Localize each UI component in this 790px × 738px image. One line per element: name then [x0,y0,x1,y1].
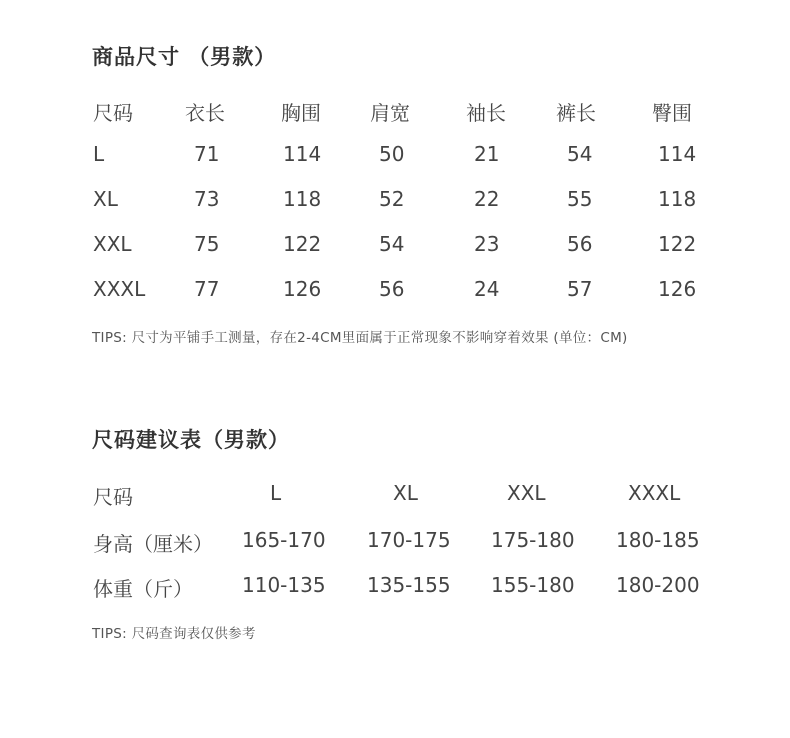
size-chart-header-pants: 裤长 [556,101,596,125]
table-cell: 52 [379,187,405,211]
table-cell: 170-175 [367,528,451,552]
table-cell: 110-135 [242,573,326,597]
table-cell: 155-180 [491,573,575,597]
table-cell: 175-180 [491,528,575,552]
table-cell: 22 [474,187,500,211]
table-cell: 73 [194,187,220,211]
table-cell: XXXL [93,277,146,301]
table-cell: 122 [283,232,322,256]
table-cell: 118 [283,187,322,211]
table-cell: 180-200 [616,573,700,597]
table-cell: 71 [194,142,220,166]
table-cell: 77 [194,277,220,301]
recommend-chart-tips: TIPS: 尺码查询表仅供参考 [92,626,256,642]
table-cell: 55 [567,187,593,211]
table-cell: 126 [283,277,322,301]
table-cell: XXL [93,232,132,256]
recommend-label-weight: 体重（斤） [93,577,193,601]
table-cell: 54 [379,232,405,256]
recommend-header-xxl: XXL [507,481,546,505]
table-cell: 126 [658,277,697,301]
size-chart-tips: TIPS: 尺寸为平铺手工测量，存在2-4CM里面属于正常现象不影响穿着效果 (单位：CM) [92,330,628,346]
table-cell: 135-155 [367,573,451,597]
recommend-header-xl: XL [393,481,418,505]
recommend-header-xxxl: XXXL [628,481,681,505]
table-cell: 114 [283,142,322,166]
size-chart-header-length: 衣长 [185,101,225,125]
table-cell: 54 [567,142,593,166]
table-cell: 75 [194,232,220,256]
table-cell: 114 [658,142,697,166]
size-chart-header-chest: 胸围 [281,101,321,125]
table-cell: 21 [474,142,500,166]
table-cell: 180-185 [616,528,700,552]
table-cell: 23 [474,232,500,256]
table-cell: XL [93,187,118,211]
recommend-label-height: 身高（厘米） [93,532,213,556]
table-cell: 57 [567,277,593,301]
table-cell: 56 [567,232,593,256]
size-chart-header-hip: 臀围 [652,101,692,125]
recommend-header-l: L [270,481,282,505]
table-cell: 165-170 [242,528,326,552]
table-cell: 24 [474,277,500,301]
recommend-chart-title: 尺码建议表（男款） [92,428,290,452]
table-cell: 56 [379,277,405,301]
recommend-header-size: 尺码 [93,485,133,509]
table-cell: 118 [658,187,697,211]
size-chart-header-shoulder: 肩宽 [370,101,410,125]
table-cell: 122 [658,232,697,256]
size-chart-header-sleeve: 袖长 [466,101,506,125]
table-cell: 50 [379,142,405,166]
size-chart-header-size: 尺码 [93,101,133,125]
size-chart-title: 商品尺寸 （男款） [92,45,277,69]
table-cell: L [93,142,105,166]
